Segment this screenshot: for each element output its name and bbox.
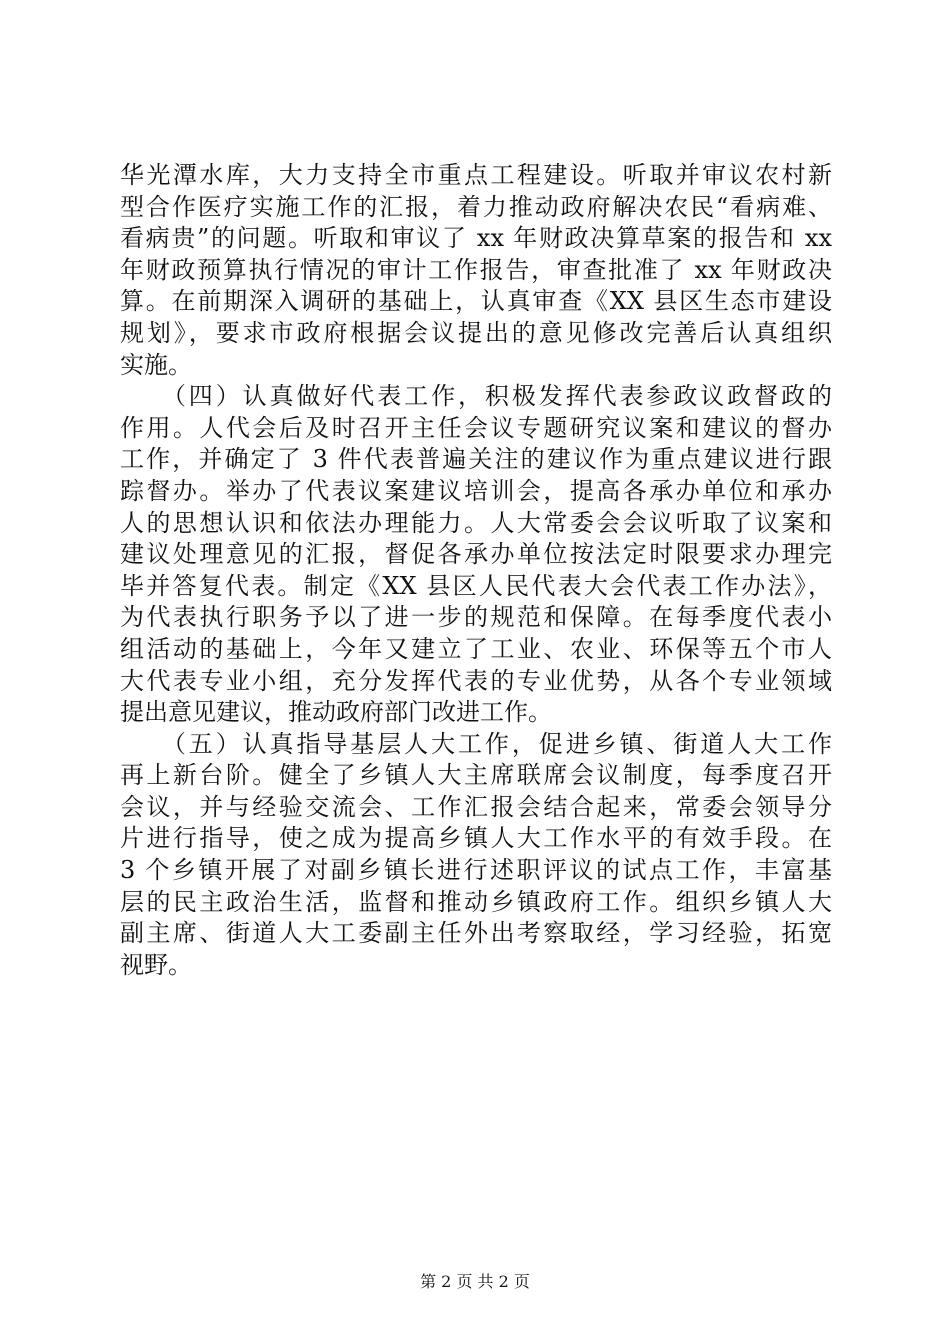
text-line: 建议处理意见的汇报，督促各承办单位按法定时限要求办理完 <box>120 540 832 569</box>
text-line: 工作，并确定了 3 件代表普遍关注的建议作为重点建议进行跟 <box>120 445 832 474</box>
text-line: 再上新台阶。健全了乡镇人大主席联席会议制度，每季度召开 <box>120 761 832 790</box>
text-line: 为代表执行职务予以了进一步的规范和保障。在每季度代表小 <box>120 603 832 632</box>
text-line: 看病贵”的问题。听取和审议了 xx 年财政决算草案的报告和 xx <box>120 224 832 253</box>
text-line: 型合作医疗实施工作的汇报，着力推动政府解决农民“看病难、 <box>120 192 832 221</box>
text-line: 会议，并与经验交流会、工作汇报会结合起来，常委会领导分 <box>120 792 832 821</box>
text-line: 提出意见建议，推动政府部门改进工作。 <box>120 698 552 727</box>
text-line: 片进行指导，使之成为提高乡镇人大工作水平的有效手段。在 <box>120 824 832 853</box>
page-number-footer: 第 2 页 共 2 页 <box>420 1272 530 1291</box>
text-line: 规划》，要求市政府根据会议提出的意见修改完善后认真组织 <box>120 318 832 347</box>
text-line: （四）认真做好代表工作，积极发挥代表参政议政督政的 <box>120 382 832 411</box>
text-line: 作用。人代会后及时召开主任会议专题研究议案和建议的督办 <box>120 413 832 442</box>
text-line: 大代表专业小组，充分发挥代表的专业优势，从各个专业领域 <box>120 666 832 695</box>
text-line: 华光潭水库，大力支持全市重点工程建设。听取并审议农村新 <box>120 161 832 189</box>
text-line: 3 个乡镇开展了对副乡镇长进行述职评议的试点工作，丰富基 <box>120 856 832 885</box>
text-line: 踪督办。举办了代表议案建议培训会，提高各承办单位和承办 <box>120 476 832 505</box>
text-line: 视野。 <box>120 950 192 979</box>
text-line: 副主席、街道人大工委副主任外出考察取经，学习经验，拓宽 <box>120 919 832 948</box>
text-line: 实施。 <box>120 350 192 379</box>
text-line: 年财政预算执行情况的审计工作报告，审查批准了 xx 年财政决 <box>120 255 832 284</box>
text-line: 算。在前期深入调研的基础上，认真审查《XX 县区生态市建设 <box>120 287 832 316</box>
text-line: 层的民主政治生活，监督和推动乡镇政府工作。组织乡镇人大 <box>120 887 832 916</box>
text-line: （五）认真指导基层人大工作，促进乡镇、街道人大工作 <box>120 729 832 758</box>
body-text <box>120 160 832 981</box>
text-line: 组活动的基础上，今年又建立了工业、农业、环保等五个市人 <box>120 634 832 663</box>
text-line: 人的思想认识和依法办理能力。人大常委会会议听取了议案和 <box>120 508 832 537</box>
text-line: 毕并答复代表。制定《XX 县区人民代表大会代表工作办法》， <box>120 571 832 600</box>
